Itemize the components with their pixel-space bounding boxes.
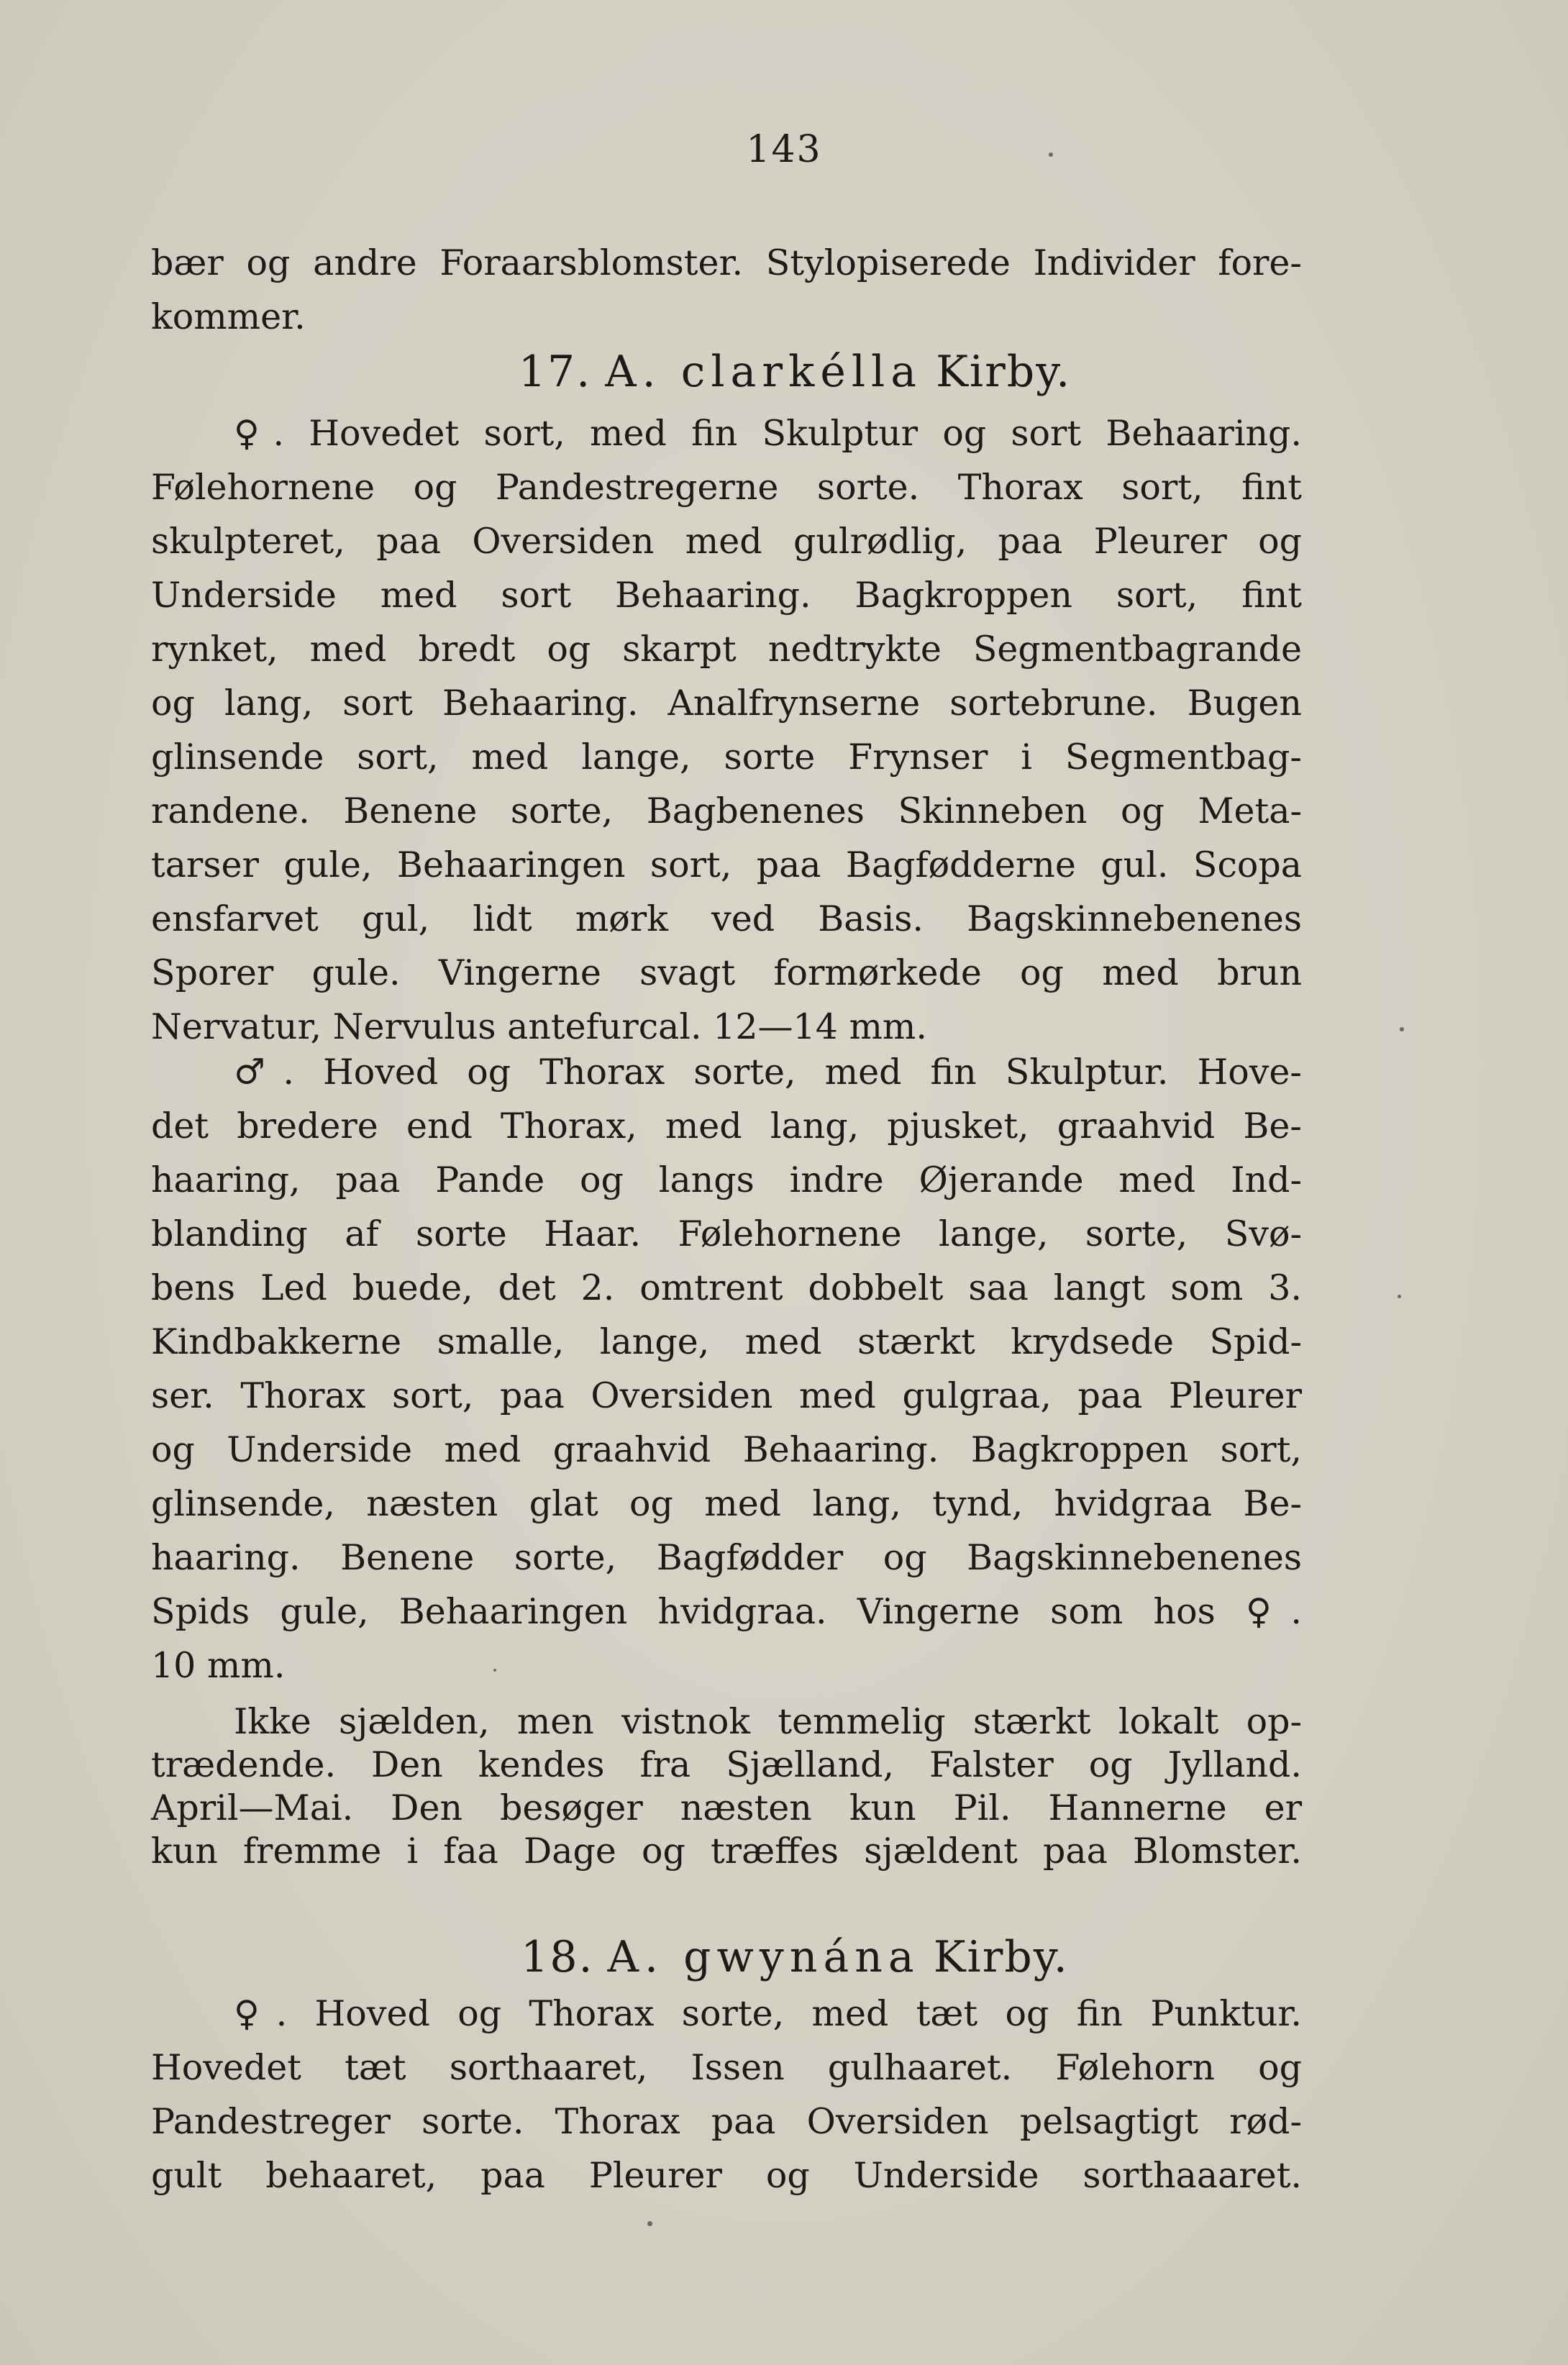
text-line: randene. Benene sorte, Bagbenenes Skinneben og Meta- — [151, 790, 1302, 831]
species-heading-17 — [0, 340, 1568, 404]
female-description-18 — [151, 1987, 1302, 2202]
text-line: ensfarvet gul, lidt mørk ved Basis. Bagskinnebenenes — [151, 898, 1302, 939]
text-line: Pandestreger sorte. Thorax paa Oversiden pelsagtigt rød- — [151, 2101, 1302, 2142]
text-line: glinsende sort, med lange, sorte Frynser i Segmentbag- — [151, 737, 1302, 778]
species-author: Kirby. — [933, 1932, 1069, 1982]
text-line: og lang, sort Behaaring. Analfrynserne sortebrune. Bugen — [151, 683, 1302, 724]
female-description-17 — [151, 406, 1302, 1054]
text-line: Nervatur, Nervulus antefurcal. 12—14 mm. — [151, 1006, 927, 1047]
male-description-17 — [151, 1045, 1302, 1692]
distribution-paragraph-17 — [151, 1700, 1302, 1873]
page-number: 143 — [746, 128, 822, 171]
paper-speck — [647, 2221, 652, 2226]
text-line: haaring. Benene sorte, Bagfødder og Bagskinnebenenes — [151, 1537, 1302, 1578]
text-line: Sporer gule. Vingerne svagt formørkede og med brun — [151, 952, 1302, 993]
text-line: bær og andre Foraarsblomster. Stylopiserede Individer fore- — [151, 242, 1302, 283]
text-line: kun fremme i faa Dage og træffes sjældent paa Blomster. — [151, 1831, 1302, 1872]
text-line: ♂. Hoved og Thorax sorte, med fin Skulptur. Hove- — [234, 1052, 1302, 1093]
species-number: 18. — [521, 1932, 594, 1982]
text-line: det bredere end Thorax, med lang, pjusket, graahvid Be- — [151, 1106, 1302, 1147]
text-line: skulpteret, paa Oversiden med gulrødlig, paa Pleurer og — [151, 521, 1302, 562]
paper-speck — [1400, 1027, 1404, 1031]
text-line: ♀. Hovedet sort, med fin Skulptur og sort Behaaring. — [234, 413, 1302, 454]
text-line: ♀. Hoved og Thorax sorte, med tæt og fin Punktur. — [234, 1993, 1302, 2034]
text-line: trædende. Den kendes fra Sjælland, Falster og Jylland. — [151, 1744, 1302, 1785]
text-line: Hovedet tæt sorthaaret, Issen gulhaaret. Følehorn og — [151, 2047, 1302, 2088]
species-number: 17. — [518, 347, 592, 397]
text-line: glinsende, næsten glat og med lang, tynd, hvidgraa Be- — [151, 1483, 1302, 1524]
text-line: gult behaaret, paa Pleurer og Underside sorthaaaret. — [151, 2155, 1302, 2196]
species-author: Kirby. — [936, 347, 1072, 397]
intro-paragraph — [151, 236, 1302, 344]
text-line: ser. Thorax sort, paa Oversiden med gulgraa, paa Pleurer — [151, 1375, 1302, 1416]
text-line: blanding af sorte Haar. Følehornene lange, sorte, Svø- — [151, 1213, 1302, 1254]
species-name: A. gwynána — [607, 1932, 920, 1982]
text-line: Spids gule, Behaaringen hvidgraa. Vingerne som hos ♀. — [151, 1591, 1302, 1632]
text-line: og Underside med graahvid Behaaring. Bagkroppen sort, — [151, 1429, 1302, 1470]
text-line: 10 mm. — [151, 1645, 286, 1686]
text-line: Kindbakkerne smalle, lange, med stærkt krydsede Spid- — [151, 1321, 1302, 1362]
text-line: Følehornene og Pandestregerne sorte. Thorax sort, fint — [151, 467, 1302, 508]
species-heading-18 — [0, 1925, 1568, 1990]
text-line: Ikke sjælden, men vistnok temmelig stærkt lokalt op- — [234, 1701, 1302, 1742]
paper-speck — [1049, 152, 1053, 157]
text-line: April—Mai. Den besøger næsten kun Pil. Hannerne er — [151, 1787, 1302, 1828]
paper-speck — [493, 1669, 496, 1672]
text-line: tarser gule, Behaaringen sort, paa Bagfødderne gul. Scopa — [151, 844, 1302, 885]
text-line: Underside med sort Behaaring. Bagkroppen sort, fint — [151, 575, 1302, 616]
text-line: haaring, paa Pande og langs indre Øjerande med Ind- — [151, 1159, 1302, 1200]
text-line: bens Led buede, det 2. omtrent dobbelt saa langt som 3. — [151, 1267, 1302, 1308]
text-line: kommer. — [151, 296, 306, 337]
paper-speck — [1398, 1295, 1401, 1298]
species-name: A. clarkélla — [605, 347, 923, 397]
text-line: rynket, med bredt og skarpt nedtrykte Segmentbagrande — [151, 629, 1302, 670]
